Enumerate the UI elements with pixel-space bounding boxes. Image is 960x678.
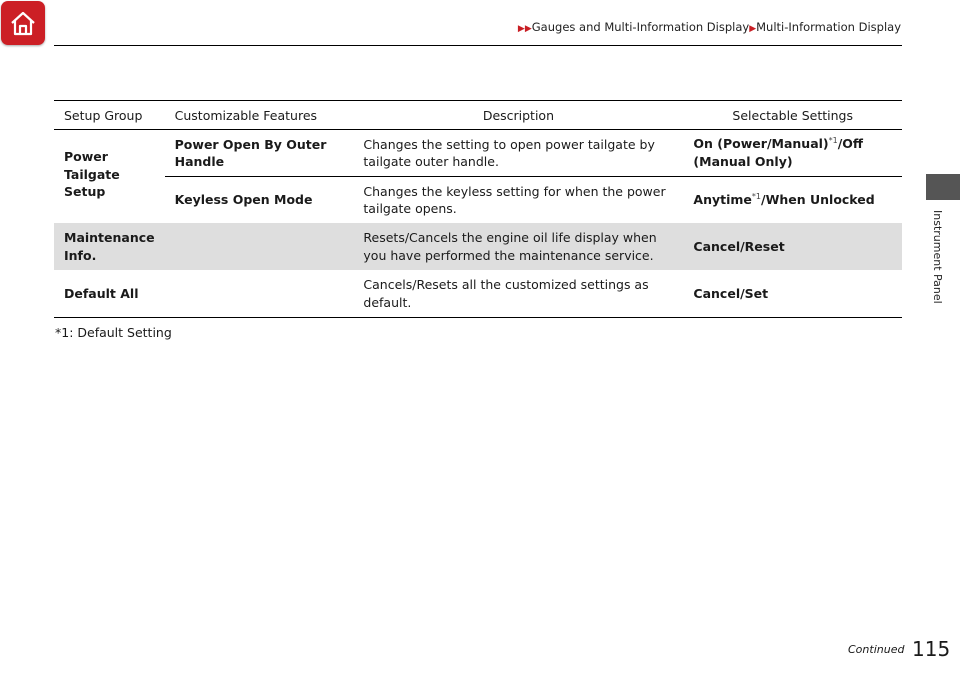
header-description: Description bbox=[353, 101, 683, 130]
setting-power-open: On (Power/Manual)$^{*1}$/Off (Manual Only) bbox=[683, 130, 902, 177]
chapter-tab[interactable] bbox=[926, 174, 960, 200]
group-default-all: Default All bbox=[54, 270, 165, 318]
home-icon bbox=[8, 8, 38, 38]
setting-maintenance: Cancel/Reset bbox=[683, 223, 902, 270]
table-header-row bbox=[54, 101, 902, 130]
breadcrumb bbox=[518, 20, 901, 34]
page-number: 115 bbox=[912, 637, 951, 661]
header-selectable-settings: Selectable Settings bbox=[683, 101, 902, 130]
settings-table bbox=[54, 100, 902, 318]
footnote: *1: Default Setting bbox=[55, 325, 172, 340]
table-row bbox=[54, 223, 902, 270]
feature-keyless-open: Keyless Open Mode bbox=[174, 192, 313, 208]
breadcrumb-arrow-icon: ▶ bbox=[749, 24, 757, 34]
table-row bbox=[54, 130, 902, 177]
feature-empty bbox=[165, 223, 354, 270]
feature-empty bbox=[165, 270, 354, 318]
group-maintenance: Maintenance Info. bbox=[54, 223, 165, 270]
breadcrumb-link-mid[interactable]: Multi-Information Display bbox=[756, 20, 901, 34]
description-power-open: Changes the setting to open power tailgate by tailgate outer handle. bbox=[353, 130, 683, 177]
feature-power-open: Power Open By Outer Handle bbox=[165, 130, 354, 177]
description-default-all: Cancels/Resets all the customized settings as default. bbox=[353, 270, 683, 318]
group-power-tailgate: Power Tailgate Setup bbox=[64, 149, 120, 200]
continued-link[interactable]: Continued bbox=[848, 643, 905, 656]
breadcrumb-arrow-icon: ▶▶ bbox=[517, 24, 532, 34]
header-setup-group: Setup Group bbox=[54, 101, 165, 130]
header-customizable-features: Customizable Features bbox=[165, 101, 354, 130]
header-divider bbox=[54, 45, 902, 46]
home-button[interactable] bbox=[1, 1, 45, 45]
chapter-label[interactable]: Instrument Panel bbox=[931, 210, 944, 304]
description-keyless-open: Changes the keyless setting for when the power tailgate opens. bbox=[363, 183, 666, 216]
table-row bbox=[54, 270, 902, 318]
description-maintenance: Resets/Cancels the engine oil life display when you have performed the maintenance service. bbox=[353, 223, 683, 270]
setting-keyless-open: Anytime$^{*1}$/When Unlocked bbox=[693, 192, 875, 208]
breadcrumb-link-gauges[interactable]: Gauges and Multi-Information Display bbox=[531, 20, 750, 34]
setting-default-all: Cancel/Set bbox=[683, 270, 902, 318]
table-row bbox=[54, 177, 902, 224]
